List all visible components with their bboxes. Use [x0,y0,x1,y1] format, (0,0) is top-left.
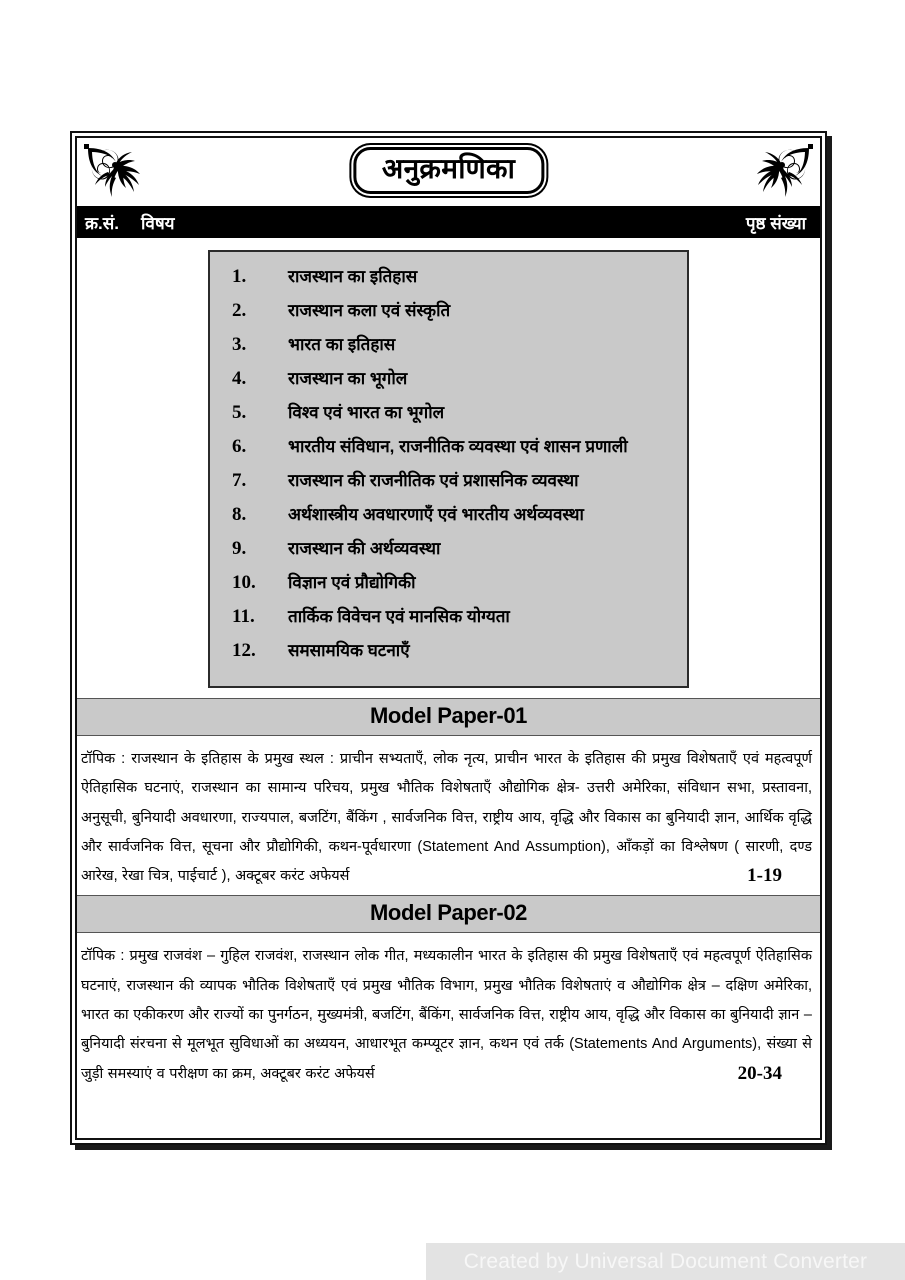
watermark-text: Created by Universal Document Converter [463,1249,868,1273]
model-paper-body [77,933,820,1092]
model-paper-section [77,895,820,1092]
toc-row[interactable] [220,570,677,604]
toc-item-number: 3. [232,334,247,355]
column-header-subject: विषय [141,213,175,233]
toc-item-number: 10. [232,572,256,593]
toc-item-number: 2. [232,300,247,321]
toc-row[interactable] [220,366,677,400]
toc-item-label: राजस्थान का इतिहास [288,267,418,286]
toc-row[interactable] [220,604,677,638]
toc-row[interactable] [220,332,677,366]
toc-item-number: 1. [232,266,247,287]
toc-item-number: 11. [232,606,255,627]
toc-row[interactable] [220,434,677,468]
model-paper-sections [77,698,820,1093]
toc-row[interactable] [220,298,677,332]
toc-row[interactable] [220,468,677,502]
toc-item-label: राजस्थान का भूगोल [288,369,408,388]
model-paper-heading-bar [77,698,820,736]
model-paper-heading-bar [77,895,820,933]
toc-item-label: विज्ञान एवं प्रौद्योगिकी [288,573,416,592]
toc-item-label: राजस्थान कला एवं संस्कृति [288,301,451,320]
watermark-bar [426,1243,905,1280]
model-paper-section [77,698,820,895]
floral-ornament-icon [82,142,156,202]
model-paper-heading: Model Paper-01 [369,703,527,728]
toc-item-label: समसामयिक घटनाएँ [288,641,410,660]
toc-item-label: तार्किक विवेचन एवं मानसिक योग्यता [288,607,510,626]
toc-item-label: भारत का इतिहास [288,335,396,354]
toc-item-number: 9. [232,538,247,559]
toc-row[interactable] [220,502,677,536]
column-header-page-number: पृष्ठ संख्या [745,213,806,233]
toc-item-label: अर्थशास्त्रीय अवधारणाएँ एवं भारतीय अर्थव्यवस्था [288,505,584,524]
page-title-badge [353,147,544,194]
model-paper-topic-text: टॉपिक : राजस्थान के इतिहास के प्रमुख स्थल : प्राचीन सभ्यताएँ, लोक नृत्य, प्राचीन भारत के इतिहास की प्रमुख विशेषताएँ एवं महत्वपूर्ण ऐतिहासिक घटनाएं, राजस्थान का सामान्य परिचय, प्रमुख भौतिक विशेषताएँ औद्योगिक क्षेत्र- उत्तरी अमेरिका, संविधान सभा, प्रस्तावना, अनुसूची, बुनियादी अवधारणा, राज्यपाल, बजटिंग, बैंकिंग , सार्वजनिक वित्त, राष्ट्रीय आय, वृद्धि और विकास का बुनियादी ज्ञान, आर्थिक वृद्धि और सार्वजनिक वित्त, सूचना और प्रौद्योगिकी, कथन-पूर्वधारणा (Statement And Assumption), आँकड़ों का विश्लेषण ( सारणी, दण्ड आरेख, रेखा चित्र, पाईचार्ट ), अक्टूबर करंट अफेयर्स [81,751,812,885]
toc-item-number: 12. [232,640,256,661]
toc-item-label: भारतीय संविधान, राजनीतिक व्यवस्था एवं शासन प्रणाली [288,437,628,456]
model-paper-page-range: 1-19 [747,865,782,887]
toc-item-label: राजस्थान की अर्थव्यवस्था [288,539,441,558]
document-page-frame-inner [75,136,822,1140]
model-paper-topic-text: टॉपिक : प्रमुख राजवंश – गुहिल राजवंश, राजस्थान लोक गीत, मध्यकालीन भारत के इतिहास की प्रमुख विशेषताएँ एवं महत्वपूर्ण ऐतिहासिक घटनाएं, राजस्थान की व्यापक भौतिक विशेषताएँ एवं प्रमुख भौतिक विभाग, प्रमुख भौतिक विशेषताएं व औद्योगिक क्षेत्र – दक्षिण अमेरिका, भारत का एकीकरण और राज्यों का पुनर्गठन, मुख्यमंत्री, बजटिंग, बैंकिंग, सार्वजनिक वित्त, राष्ट्रीय आय, वृद्धि और विकास का बुनियादी ज्ञान – बुनियादी संरचना से मूलभूत सुविधाओं का अध्ययन, आधारभूत कम्प्यूटर ज्ञान, कथन एवं तर्क (Statements And Arguments), संख्या से जुड़ी समस्याएं व परीक्षण का क्रम, अक्टूबर करंट अफेयर्स [81,948,812,1082]
document-page-frame [70,131,827,1145]
toc-row[interactable] [220,264,677,298]
toc-area [77,238,820,698]
toc-row[interactable] [220,400,677,434]
column-header-bar [77,206,820,238]
toc-row[interactable] [220,536,677,570]
model-paper-body [77,736,820,895]
toc-item-number: 7. [232,470,247,491]
page-title: अनुक्रमणिका [381,153,516,184]
toc-item-number: 5. [232,402,247,423]
column-header-serial: क्र.सं. [85,213,119,233]
title-banner [77,138,820,206]
toc-item-number: 6. [232,436,247,457]
toc-box [208,250,689,688]
toc-item-number: 4. [232,368,247,389]
model-paper-heading: Model Paper-02 [369,900,527,926]
toc-item-label: राजस्थान की राजनीतिक एवं प्रशासनिक व्यवस्था [288,471,579,490]
toc-item-label: विश्व एवं भारत का भूगोल [288,403,445,422]
toc-item-number: 8. [232,504,247,525]
floral-ornament-icon [741,142,815,202]
model-paper-page-range: 20-34 [737,1062,782,1084]
toc-row[interactable] [220,638,677,672]
